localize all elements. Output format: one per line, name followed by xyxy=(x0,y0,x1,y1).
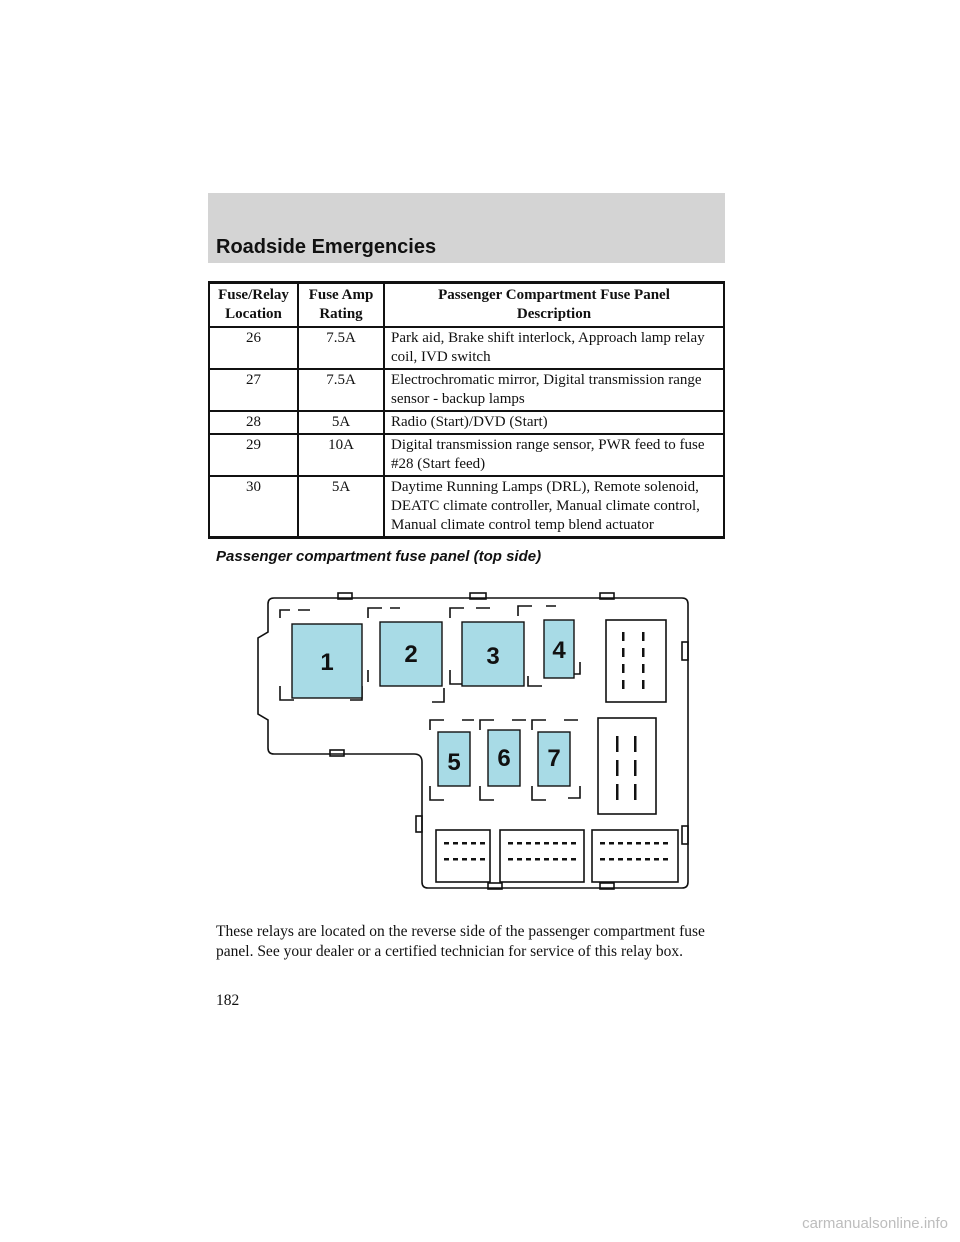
diagram-caption: Passenger compartment fuse panel (top side) xyxy=(216,548,542,565)
table-header-row xyxy=(209,283,724,328)
page-number: 182 xyxy=(216,992,240,1009)
fuse-panel-diagram xyxy=(250,590,700,890)
connector-block xyxy=(500,830,584,882)
cell-rating: 7.5A xyxy=(298,327,384,369)
cell-rating: 5A xyxy=(298,411,384,434)
cell-location: 27 xyxy=(209,369,298,411)
cell-rating: 7.5A xyxy=(298,369,384,411)
cell-rating: 5A xyxy=(298,476,384,538)
cell-location: 28 xyxy=(209,411,298,434)
cell-description: Electrochromatic mirror, Digital transmission range sensor - backup lamps xyxy=(384,369,724,411)
connector-block xyxy=(598,718,656,814)
connector-block xyxy=(606,620,666,702)
connector-block xyxy=(436,830,490,882)
relay-label-6: 6 xyxy=(497,745,511,772)
header-rating: Fuse Amp Rating xyxy=(298,283,384,328)
header-description: Passenger Compartment Fuse Panel Description xyxy=(384,283,724,328)
table-row xyxy=(209,411,724,434)
cell-description: Daytime Running Lamps (DRL), Remote solenoid, DEATC climate controller, Manual climate control, Manual climate control temp blend actuator xyxy=(384,476,724,538)
cell-rating: 10A xyxy=(298,434,384,476)
cell-location: 26 xyxy=(209,327,298,369)
body-paragraph: These relays are located on the reverse side of the passenger compartment fuse panel. See your dealer or a certified technician for service of this relay box. xyxy=(216,923,705,960)
table-row xyxy=(209,369,724,411)
fuse-table xyxy=(208,281,725,539)
cell-location: 30 xyxy=(209,476,298,538)
cell-description: Radio (Start)/DVD (Start) xyxy=(384,411,724,434)
connector-block xyxy=(592,830,678,882)
cell-description: Digital transmission range sensor, PWR feed to fuse #28 (Start feed) xyxy=(384,434,724,476)
relay-label-2: 2 xyxy=(404,641,418,668)
table-row xyxy=(209,327,724,369)
section-title: Roadside Emergencies xyxy=(216,236,437,258)
relay-label-7: 7 xyxy=(547,745,561,772)
table-row xyxy=(209,476,724,538)
header-location: Fuse/Relay Location xyxy=(209,283,298,328)
pin-row xyxy=(444,842,668,861)
watermark: carmanualsonline.info xyxy=(802,1215,948,1232)
cell-location: 29 xyxy=(209,434,298,476)
table-row xyxy=(209,434,724,476)
relay-label-4: 4 xyxy=(552,637,566,664)
cell-description: Park aid, Brake shift interlock, Approach lamp relay coil, IVD switch xyxy=(384,327,724,369)
relay-label-5: 5 xyxy=(447,749,461,776)
relay-label-3: 3 xyxy=(486,643,500,670)
relay-label-1: 1 xyxy=(320,649,334,676)
